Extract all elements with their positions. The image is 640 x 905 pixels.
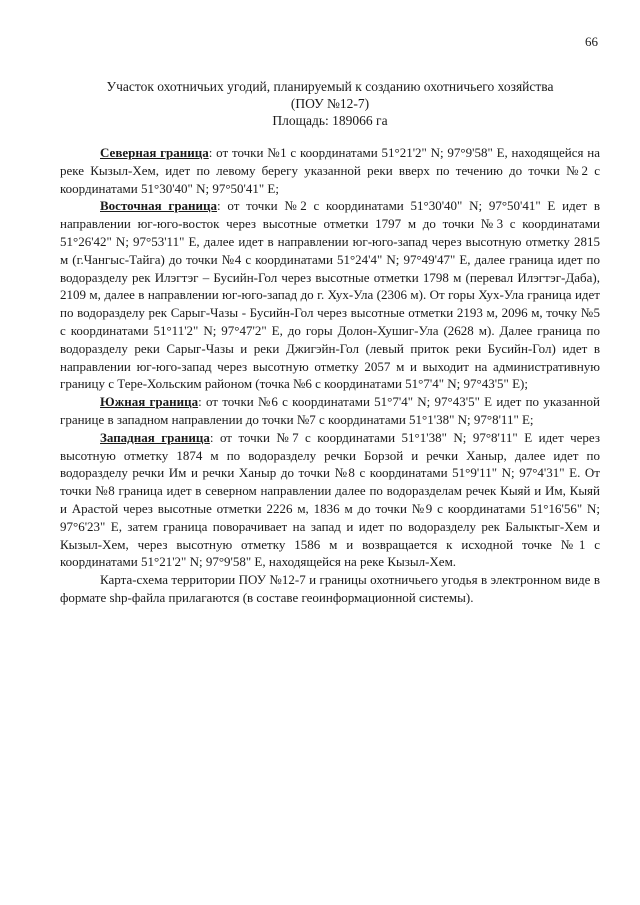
document-heading xyxy=(60,78,600,129)
west-border-label: Западная граница xyxy=(100,429,210,445)
heading-code: (ПОУ №12-7) xyxy=(290,96,370,111)
south-border-paragraph xyxy=(60,393,600,429)
east-border-text: : от точки №2 с координатами 51°30'40" N; 97°50'41" E идет в направлении юг-юго-восток через высотные отметки 1797 м до точки №3 с координатами 51°26'42" N; 97°53'11" E, далее идет в направлении юг-юго-запад через высотную отметку 2815 м (г.Чангыс-Тайга) до точки №4 с координатами 51°24'4" N; 97°49'47" E, далее граница идет по водоразделу рек Илэгтэг – Бусийн-Гол через высотные отметки 1798 м (перевал Илэгтэг-Даба), 2109 м, далее в направлении юг-юго-запад до г. Хух-Ула (2306 м). От горы Хух-Ула граница идет по водоразделу рек Сарыг-Чазы - Бусийн-Гол через высотные отметки 2193 м, 2096 м, точку №5 с координатами 51°11'2" N; 97°47'2" E, до горы Долон-Хушиг-Ула (2628 м). Далее граница по водоразделу реки Сарыг-Чазы и реки Джигэйн-Гол (левый приток реки Бусийн-Гол) идет в направлении юг-юго-запад через высотную отметку 2057 м и выходит на административную границу с Тере-Хольским районом (точка №6 с координатами 51°7'4" N; 97°43'5" E); xyxy=(60,198,600,392)
heading-area: Площадь: 189066 га xyxy=(272,113,388,128)
north-border-text: : от точки №1 с координатами 51°21'2" N; 97°9'58" E, находящейся на реке Кызыл-Хем, идет по левому берегу указанной реки вверх по течению до точки №2 с координатами 51°30'40" N; 97°50'41" E; xyxy=(60,145,600,196)
east-border-paragraph xyxy=(60,197,600,393)
west-border-text: : от точки №7 с координатами 51°1'38" N; 97°8'11" E идет через высотную отметку 1874 м по водоразделу речки Борзой и речки Ханыр, далее идет по водоразделу речки Им и речки Ханыр до точки №8 с координатами 51°9'11" N; 97°4'31" E. От точки №8 граница идет в северном направлении далее по водоразделам речек Кыяй и Им, Кыяй и Арастой через высотные отметки 2226 м, 1836 м до точки №9 с координатами 51°16'56" N; 97°6'23" E, затем граница поворачивает на запад и идет по водоразделу рек Балыктыг-Хем и Кызыл-Хем, через высотную отметку 1586 м и возвращается к исходной точке №1 с координатами 51°21'2" N; 97°9'58" E, находящейся на реке Кызыл-Хем. xyxy=(60,429,600,570)
east-border-label: Восточная граница xyxy=(100,198,218,214)
south-border-label: Южная граница xyxy=(100,394,199,410)
page-number: 66 xyxy=(585,34,598,49)
closing-paragraph: Карта-схема территории ПОУ №12-7 и границы охотничьего угодья в электронном виде в формате shp-файла прилагаются (в составе геоинформационной системы). xyxy=(60,572,600,605)
north-border-paragraph xyxy=(60,144,600,197)
south-border-text: : от точки №6 с координатами 51°7'4" N; 97°43'5" E идет по указанной границе в западном направлении до точки №7 с координатами 51°1'38" N; 97°8'11" E; xyxy=(60,394,600,427)
north-border-label: Северная граница xyxy=(100,145,209,160)
heading-title: Участок охотничьих угодий, планируемый к созданию охотничьего хозяйства xyxy=(106,79,554,94)
document-body xyxy=(60,144,600,607)
west-border-paragraph xyxy=(60,429,600,571)
